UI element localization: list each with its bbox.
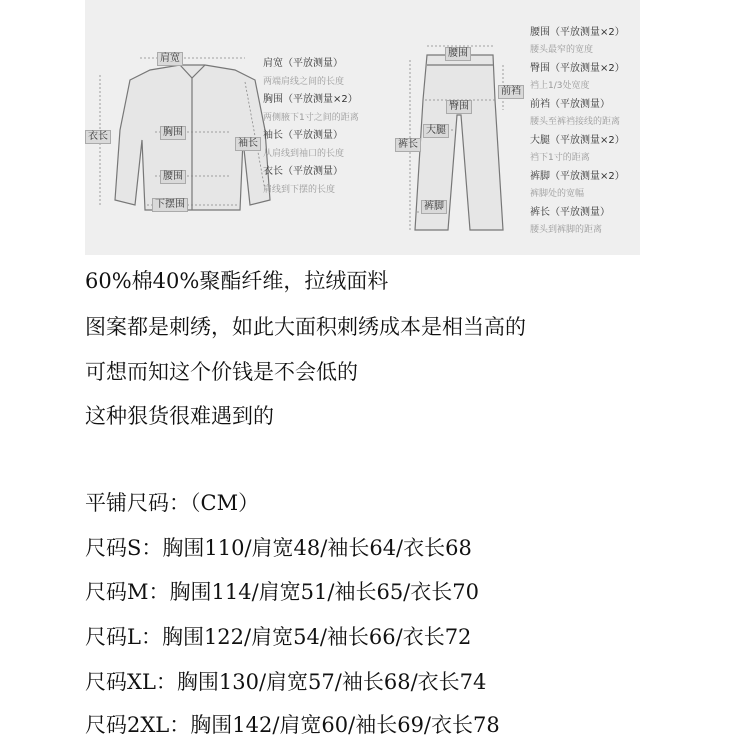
note-desc: 两端肩线之间的长度	[263, 77, 345, 87]
note-title: 袖长（平放测量）	[263, 130, 343, 141]
size-row: 尺码XL：胸围130/肩宽57/袖长68/衣长74	[85, 670, 487, 694]
note-desc: 两侧腋下1寸之间的距离	[263, 113, 359, 123]
note-desc: 裤脚处的宽幅	[530, 189, 585, 199]
front-rise-tag: 前裆	[498, 85, 524, 99]
description-line: 这种狠货很难遇到的	[85, 404, 274, 428]
note-desc: 肩线到下摆的长度	[263, 185, 336, 195]
size-row: 尺码2XL：胸围142/肩宽60/袖长69/衣长78	[85, 713, 500, 737]
shoulder-tag: 肩宽	[157, 52, 183, 66]
leg-opening-tag: 裤脚	[421, 200, 447, 214]
length-tag: 衣长	[85, 130, 111, 144]
chest-tag: 胸围	[160, 126, 186, 140]
waist-tag: 腰围	[160, 170, 186, 184]
note-title: 腰围（平放测量×2）	[530, 27, 625, 38]
sleeve-tag: 袖长	[235, 137, 261, 151]
description-line: 图案都是刺绣，如此大面积刺绣成本是相当高的	[85, 315, 526, 339]
note-desc: 腰头最窄的宽度	[530, 45, 594, 55]
note-title: 裤长（平放测量）	[530, 207, 610, 218]
note-title: 裤脚（平放测量×2）	[530, 171, 625, 182]
note-title: 大腿（平放测量×2）	[530, 135, 625, 146]
note-title: 衣长（平放测量）	[263, 166, 343, 177]
size-row: 尺码S：胸围110/肩宽48/袖长64/衣长68	[85, 536, 472, 560]
note-title: 臀围（平放测量×2）	[530, 63, 625, 74]
pants-hip-tag: 臀围	[446, 100, 472, 114]
size-row: 尺码L：胸围122/肩宽54/袖长66/衣长72	[85, 625, 472, 649]
thigh-tag: 大腿	[423, 124, 449, 138]
size-row: 尺码M：胸围114/肩宽51/袖长65/衣长70	[85, 580, 479, 604]
pants-waist-tag: 腰围	[445, 47, 471, 61]
size-guide-diagram	[85, 0, 640, 255]
note-title: 前裆（平放测量）	[530, 99, 610, 110]
description-line: 60%棉40%聚酯纤维，拉绒面料	[85, 269, 389, 293]
note-desc: 腰头到裤脚的距离	[530, 225, 603, 235]
size-heading: 平铺尺码：（CM）	[85, 491, 260, 515]
note-desc: 从肩线到袖口的长度	[263, 149, 345, 159]
note-desc: 裆上1/3处宽度	[530, 81, 590, 91]
note-desc: 裆下1寸的距离	[530, 153, 590, 163]
description-line: 可想而知这个价钱是不会低的	[85, 360, 358, 384]
note-title: 肩宽（平放测量）	[263, 58, 343, 69]
note-desc: 腰头至裤裆接线的距离	[530, 117, 621, 127]
hem-tag: 下摆围	[152, 198, 188, 212]
outseam-tag: 裤长	[395, 138, 421, 152]
note-title: 胸围（平放测量×2）	[263, 94, 358, 105]
